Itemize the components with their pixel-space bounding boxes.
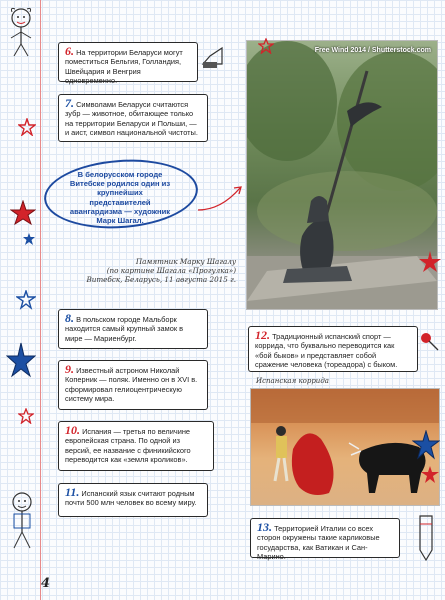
fact-text: Испания — третья по величине европейская страна. По одной из версий, ее название с финикийского переводится как «земля кроликов».: [65, 427, 191, 465]
arrow-icon: [196, 180, 246, 220]
girl-doodle-icon: [4, 4, 38, 60]
fact-text: Символами Беларуси считаются зубр — животное, обитающее только на территории Беларуси и Польши, — и аист, символ национальной чистоты.: [65, 100, 198, 138]
blue-star-icon: [22, 232, 36, 246]
caption-line: Витебск, Беларусь, 11 августа 2015 г.: [86, 275, 236, 284]
fact-card-7: [58, 94, 208, 142]
blue-star-icon: [412, 430, 440, 460]
pencil-doodle-icon: [410, 514, 440, 564]
fact-text: В польском городе Мальборк находится самый крупный замок в мире — Мариенбург.: [65, 315, 184, 343]
fact-text: Традиционный испанский спорт — коррида, что буквально переводится как «бой быков» и представляет собой сражение человека (тореадора) с быком.: [255, 332, 398, 370]
gramophone-icon: [200, 44, 226, 70]
blue-star-icon: [16, 290, 36, 310]
fact-number: 11.: [65, 485, 80, 499]
fact-number: 8.: [65, 311, 74, 325]
blue-star-icon: [6, 342, 36, 398]
fact-number: 13.: [257, 520, 272, 534]
caption-line: (по картине Шагала «Прогулка»): [106, 266, 236, 275]
monument-caption: [80, 257, 236, 284]
fact-card-11: [58, 483, 208, 517]
fact-card-12: [248, 326, 418, 372]
fact-text: На территории Беларуси могут поместиться Бельгия, Голландия, Швейцария и Венгрия одновременно.: [65, 48, 183, 86]
fact-card-13: [250, 518, 400, 562]
pin-icon: [418, 330, 440, 352]
fact-text: Известный астроном Николай Коперник — поляк. Именно он в XVI в. сформировал гелиоцентрическую систему мира.: [65, 366, 198, 404]
fact-text: Территорией Италии со всех сторон окружены такие карликовые государства, как Ватикан и Сан-Марино.: [257, 524, 380, 562]
fact-number: 10.: [65, 423, 80, 437]
fact-card-8: [58, 309, 208, 349]
fact-number: 9.: [65, 362, 74, 376]
chagall-monument-photo: [246, 40, 438, 310]
boy-doodle-icon: [2, 488, 42, 556]
fact-number: 7.: [65, 96, 74, 110]
caption-line: Памятник Марку Шагалу: [135, 257, 236, 266]
fact-card-9: [58, 360, 208, 410]
fact-card-10: [58, 421, 214, 471]
red-star-icon: [10, 200, 36, 226]
monument-illustration: [247, 41, 437, 309]
fact-text: Испанский язык считают родным почти 500 млн человек во всему миру.: [65, 489, 197, 508]
red-star-icon: [18, 118, 36, 136]
photo-credit: Free Wind 2014 / Shutterstock.com: [314, 47, 431, 54]
chagall-note: В белорусском городе Витебске родился один из крупнейших представителей авангардизма — художник Марк Шагал.: [69, 170, 171, 226]
red-star-icon: [420, 465, 440, 485]
fact-number: 6.: [65, 44, 74, 58]
red-star-icon: [258, 38, 274, 54]
red-star-icon: [418, 250, 442, 274]
corrida-illustration: [251, 389, 439, 505]
corrida-label: Испанская коррида: [256, 377, 329, 385]
red-star-icon: [18, 408, 34, 424]
fact-number: 12.: [255, 328, 270, 342]
fact-card-6: [58, 42, 198, 86]
page-number: 4: [41, 576, 51, 591]
